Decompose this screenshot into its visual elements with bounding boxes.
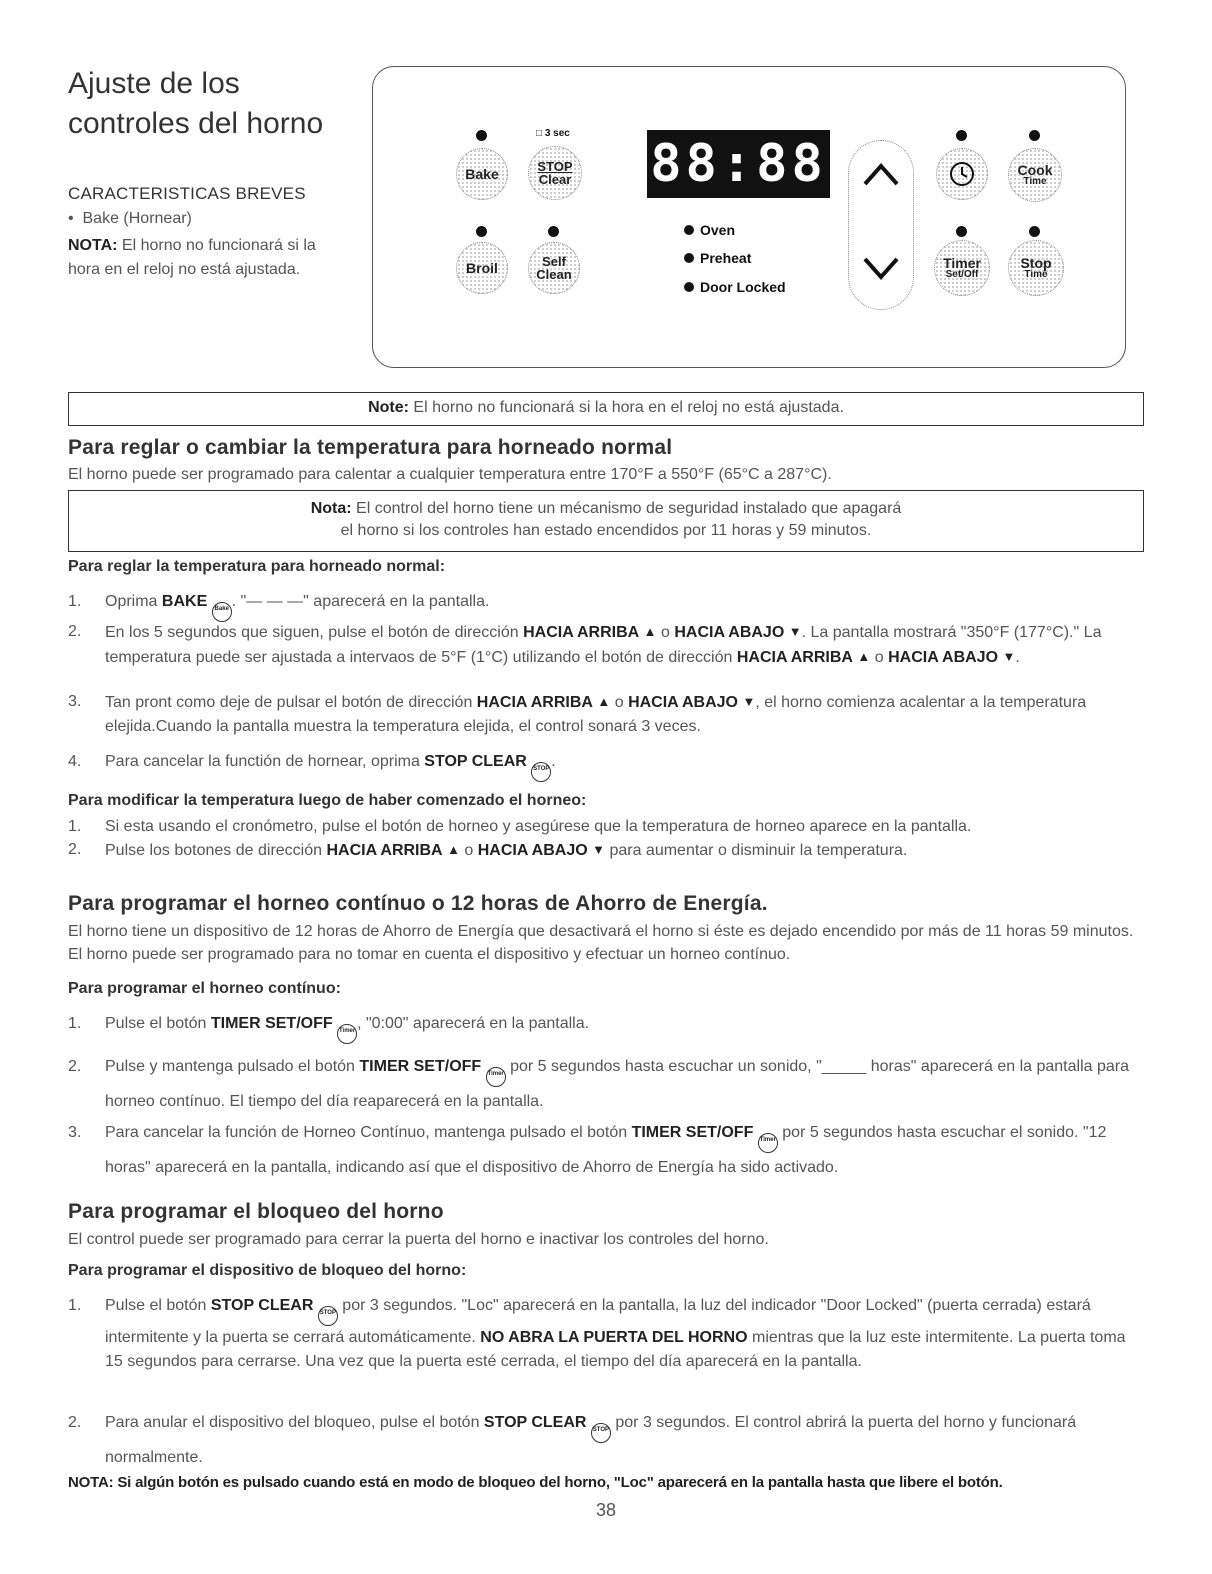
s2-2-e: para aumentar o disminuir la temperatura.	[605, 842, 908, 859]
bake-icon-label: Bake	[214, 606, 229, 612]
s3-1-c: , "0:00" aparecerá en la pantalla.	[357, 1015, 590, 1032]
preheat-light	[684, 253, 694, 263]
s1-3-b: HACIA ARRIBA	[476, 694, 593, 711]
section1-heading: Para reglar o cambiar la temperatura para horneado normal	[68, 436, 673, 459]
up-arrow-button[interactable]	[861, 160, 901, 188]
up-arrow-icon: ▲	[643, 624, 657, 639]
up-arrow-icon: ▲	[597, 694, 611, 709]
stop-clear-icon	[591, 1423, 611, 1443]
bake-icon	[212, 602, 232, 622]
timer-icon	[337, 1024, 357, 1044]
section2-intro: El horno tiene un dispositivo de 12 horas de Ahorro de Energía que desactivará el horno si éste es dejado encendido por más de 11 horas 59 minutos. El horno puede ser programado para no tomar en cuenta el dispositivo y efectuar un horneo contínuo.	[68, 923, 1134, 963]
list-item: 1. Si esta usando el cronómetro, pulse el botón de horneo y asegúrese que la temperatura de horneo aparece en la pantalla.	[68, 818, 972, 835]
list-item: 2. Para anular el dispositivo del bloqueo, pulse el botón STOP CLEAR STOP por 3 segundos. El control abrirá la puerta del horno y funcionará normalmente.	[68, 1414, 1077, 1466]
stop-clear-icon	[531, 762, 551, 782]
note-box	[68, 392, 1144, 426]
stop-time-button[interactable]	[1008, 240, 1064, 296]
down-arrow-icon: ▼	[592, 842, 605, 857]
s3-2-a: Pulse y mantenga pulsado el botón	[105, 1058, 360, 1075]
clean-label: Clean	[536, 267, 572, 282]
s4-1-e: mientras que la luz este intermitente. La puerta toma 15 segundos para cerrarse. Una vez que la puerta esté cerrada, el tiempo del día aparecerá en la pantalla.	[105, 1329, 1126, 1370]
up-arrow-icon: ▲	[857, 649, 871, 664]
page-number: 38	[595, 1500, 617, 1520]
cook-label: Cook	[1017, 162, 1053, 178]
stop-label: STOP	[537, 159, 573, 174]
section1-intro: El horno puede ser programado para calentar a cualquier temperatura entre 170°F a 550°F (65°C a 287°C).	[68, 466, 832, 483]
s1-2-a: En los 5 segundos que siguen, pulse el botón de dirección	[105, 624, 524, 641]
bake-button-label: Bake	[465, 166, 499, 182]
down-arrow-icon: ▼	[788, 624, 802, 639]
s4-1-d: NO ABRA LA PUERTA DEL HORNO	[480, 1329, 748, 1346]
s4-1-c: por 3 segundos. "Loc" aparecerá en la pantalla, la luz del indicador "Door Locked" (puerta cerrada) estará intermitente y la puerta se cerrará automáticamente.	[105, 1297, 1091, 1346]
s1-1-b: BAKE	[161, 593, 208, 610]
s3-2-b: TIMER SET/OFF	[359, 1058, 482, 1075]
door-locked-indicator-label: Door Locked	[700, 279, 786, 295]
feature-bullet: • Bake (Hornear)	[68, 210, 192, 227]
list-item: 4. Para cancelar la functión de hornear, oprima STOP CLEAR STOP .	[68, 750, 1144, 782]
timer-icon	[486, 1067, 506, 1087]
s3-1-b: TIMER SET/OFF	[210, 1015, 333, 1032]
stop-icon-label: STOP	[533, 766, 550, 772]
intro-note-text: El horno no funcionará si la hora en el reloj no está ajustada.	[68, 237, 316, 278]
timer-icon-label: Timer	[759, 1137, 776, 1143]
safety-note-label: Nota:	[310, 500, 352, 517]
s4-2-b: STOP CLEAR	[483, 1414, 587, 1431]
s1-3-a: Tan pront como deje de pulsar el botón de dirección	[105, 694, 477, 711]
note-box-text: El horno no funcionará si la hora en el reloj no está ajustada.	[408, 399, 844, 416]
s4-1-a: Pulse el botón	[105, 1297, 211, 1314]
clock-display: 88:88	[647, 130, 830, 198]
s1-4-a: Para cancelar la functión de hornear, oprima	[105, 753, 425, 770]
lock-icon: □	[536, 128, 543, 139]
list-item: 1. Pulse el botón TIMER SET/OFF Timer , "0:00" aparecerá en la pantalla.	[68, 1012, 1144, 1044]
bake-button[interactable]	[456, 148, 508, 200]
self-label: Self	[542, 254, 566, 269]
intro-note-label: NOTA:	[68, 237, 118, 254]
section1-sub1: Para reglar la temperatura para horneado normal:	[68, 558, 446, 575]
stop-icon-label: STOP	[592, 1427, 610, 1433]
oven-indicator-label: Oven	[700, 222, 736, 238]
down-arrow-icon: ▼	[742, 694, 756, 709]
timer-icon-label: Timer	[487, 1071, 504, 1077]
s3-3-a: Para cancelar la función de Horneo Contínuo, mantenga pulsado el botón	[105, 1124, 632, 1141]
broil-button[interactable]	[456, 242, 508, 294]
s1-2-h: HACIA ABAJO	[888, 649, 999, 666]
s4-1-b: STOP CLEAR	[210, 1297, 314, 1314]
down-arrow-icon: ▼	[1002, 649, 1016, 664]
indicator-dot	[1029, 226, 1040, 237]
oven-indicator	[684, 222, 735, 238]
intro-note	[68, 234, 338, 282]
stop-time-bottom-label: Time	[1024, 269, 1048, 280]
indicator-dot	[1029, 130, 1040, 141]
s1-2-f: HACIA ARRIBA	[736, 649, 853, 666]
s2-2-c: o	[459, 842, 478, 859]
indicator-dot	[476, 226, 487, 237]
safety-note-line2: el horno si los controles han estado encendidos por 11 horas y 59 minutos.	[340, 522, 872, 539]
indicator-dot	[548, 226, 559, 237]
s2-1: Si esta usando el cronómetro, pulse el botón de horneo y asegúrese que la temperatura de horneo aparece en la pantalla.	[105, 818, 972, 835]
door-locked-light	[684, 282, 694, 292]
stop-clear-button[interactable]	[528, 146, 582, 200]
s4-2-a: Para anular el dispositivo del bloqueo, pulse el botón	[105, 1414, 484, 1431]
s3-3-c: por 5 segundos hasta escuchar el sonido. "12 horas" aparecerá en la pantalla, indicando así que el dispositivo de Ahorro de Energía ha sido activado.	[105, 1124, 1107, 1176]
down-arrow-button[interactable]	[861, 255, 901, 283]
cook-time-label: Time	[1023, 176, 1047, 187]
stop-icon-label: STOP	[319, 1310, 336, 1316]
section2-heading: Para programar el horneo contínuo o 12 horas de Ahorro de Energía.	[68, 892, 768, 915]
cook-time-button[interactable]	[1008, 148, 1062, 202]
s1-4-b: STOP CLEAR	[424, 753, 527, 770]
list-item: 1. Oprima BAKE Bake . "— — —" aparecerá en la pantalla.	[68, 590, 1144, 622]
s4-2-c: por 3 segundos. El control abrirá la puerta del horno y funcionará normalmente.	[105, 1414, 1077, 1466]
list-item: 3. Para cancelar la función de Horneo Contínuo, mantenga pulsado el botón TIMER SET/OFF Timer por 5 segundos hasta escuchar el sonido. "12 horas" aparecerá en la pantalla, indicando así que el dispositivo de Ahorro de Energía ha sido activado.	[68, 1124, 1107, 1176]
safety-note-box	[68, 490, 1144, 552]
list-item: 2. Pulse los botones de dirección HACIA ARRIBA ▲ o HACIA ABAJO ▼ para aumentar o disminuir la temperatura.	[68, 838, 1144, 863]
timer-setoff-label: Set/Off	[945, 269, 979, 280]
feature-bullet-text: Bake (Hornear)	[82, 210, 192, 227]
note-box-label: Note:	[368, 399, 409, 416]
s1-2-c: o	[656, 624, 675, 641]
up-arrow-icon: ▲	[447, 842, 460, 857]
clock-icon	[948, 160, 976, 188]
s2-2-a: Pulse los botones de dirección	[105, 842, 327, 859]
s1-1-c: . "— — —" aparecerá en la pantalla.	[231, 593, 490, 610]
section3-intro: El control puede ser programado para cerrar la puerta del horno e inactivar los controles del horno.	[68, 1231, 769, 1248]
section2-sub: Para programar el horneo contínuo:	[68, 980, 341, 997]
preheat-indicator	[684, 250, 751, 266]
lock-label	[536, 128, 570, 139]
timer-icon	[758, 1133, 778, 1153]
s1-2-b: HACIA ARRIBA	[523, 624, 640, 641]
self-clean-button[interactable]	[528, 242, 580, 294]
timer-label: Timer	[943, 255, 981, 271]
control-panel	[372, 66, 1126, 368]
section1-sub2: Para modificar la temperatura luego de haber comenzado el horneo:	[68, 792, 587, 809]
timer-icon-label: Timer	[338, 1028, 356, 1034]
s1-3-c: o	[610, 694, 629, 711]
s1-3-e: , el horno comienza acalentar a la temperatura elejida.Cuando la pantalla muestra la temperatura elejida, el control sonará 3 veces.	[105, 694, 1087, 735]
lock-label-text: 3 sec	[544, 128, 570, 139]
door-locked-indicator	[684, 279, 786, 295]
s1-2-d: HACIA ABAJO	[674, 624, 785, 641]
section3-heading: Para programar el bloqueo del horno	[68, 1200, 444, 1223]
list-item: 2. En los 5 segundos que siguen, pulse el botón de dirección HACIA ARRIBA ▲ o HACIA ABAJO ▼. La pantalla mostrará "350°F (177°C)." La temperatura puede ser ajustada a intervaos de 5°F (1°C) utilizando el botón de dirección HACIA ARRIBA ▲ o HACIA ABAJO ▼.	[68, 620, 1144, 670]
preheat-indicator-label: Preheat	[700, 250, 752, 266]
s1-2-e: . La pantalla mostrará "350°F (177°C)." La temperatura puede ser ajustada a intervaos de 5°F (1°C) utilizando el botón de dirección	[105, 624, 1102, 666]
s1-1-a: Oprima	[105, 593, 162, 610]
s2-2-d: HACIA ABAJO	[477, 842, 588, 859]
list-item: 1. Pulse el botón STOP CLEAR STOP por 3 segundos. "Loc" aparecerá en la pantalla, la luz del indicador "Door Locked" (puerta cerrada) estará intermitente y la puerta se cerrará automáticamente. NO ABRA LA PUERTA DEL HORNO mientras que la luz este intermitente. La puerta toma 15 segundos para cerrarse. Una vez que la puerta esté cerrada, el tiempo del día aparecerá en la pantalla.	[68, 1297, 1126, 1370]
s3-2-c: por 5 segundos hasta escuchar un sonido, "_____ horas" aparecerá en la pantalla para horneo contínuo. El tiempo del día reaparecerá en la pantalla.	[105, 1058, 1129, 1110]
broil-button-label: Broil	[466, 260, 498, 276]
timer-setoff-button[interactable]	[934, 240, 990, 296]
s3-3-b: TIMER SET/OFF	[631, 1124, 754, 1141]
clear-label: Clear	[538, 172, 572, 187]
s2-2-b: HACIA ARRIBA	[326, 842, 443, 859]
clock-button[interactable]	[936, 148, 988, 200]
features-subhead: CARACTERISTICAS BREVES	[68, 184, 306, 203]
list-item: 3. Tan pront como deje de pulsar el botón de dirección HACIA ARRIBA ▲ o HACIA ABAJO ▼, el horno comienza acalentar a la temperatura elejida.Cuando la pantalla muestra la temperatura elejida, el control sonará 3 veces.	[68, 690, 1144, 739]
oven-light	[684, 225, 694, 235]
stop-clear-icon	[318, 1306, 338, 1326]
indicator-dot	[956, 226, 967, 237]
final-note: NOTA: Si algún botón es pulsado cuando está en modo de bloqueo del horno, "Loc" aparecerá en la pantalla hasta que libere el botón.	[68, 1474, 1003, 1491]
indicator-dot	[956, 130, 967, 141]
s3-1-a: Pulse el botón	[105, 1015, 211, 1032]
s1-2-g: o	[870, 649, 889, 666]
safety-note-line1-text: El control del horno tiene un mécanismo de seguridad instalado que apagará	[351, 500, 902, 517]
page-title: Ajuste de los controles del horno	[68, 67, 324, 140]
list-item: 2. Pulse y mantenga pulsado el botón TIMER SET/OFF Timer por 5 segundos hasta escuchar un sonido, "_____ horas" aparecerá en la pantalla para horneo contínuo. El tiempo del día reaparecerá en la pantalla.	[68, 1058, 1129, 1110]
safety-note-line1	[69, 498, 1143, 520]
stop-time-top-label: Stop	[1020, 255, 1052, 271]
indicator-dot	[476, 130, 487, 141]
section3-sub: Para programar el dispositivo de bloqueo del horno:	[68, 1262, 467, 1279]
s1-3-d: HACIA ABAJO	[628, 694, 738, 711]
